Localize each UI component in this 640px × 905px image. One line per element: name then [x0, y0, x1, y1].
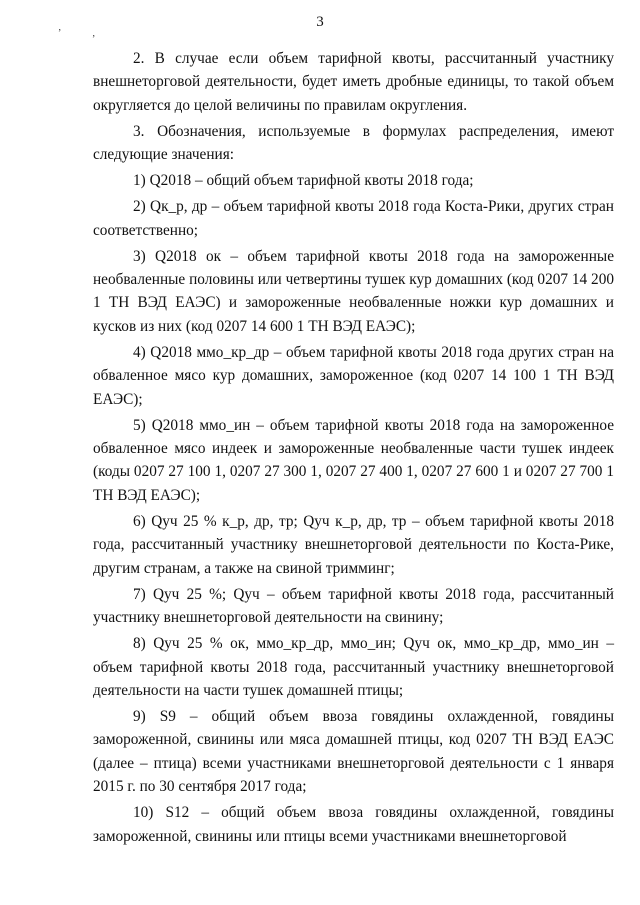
- definition-item-4: 4) Q2018 ммо_кр_др – объем тарифной квоты 2018 года других стран на обваленное мясо кур домашних, замороженное (код 0207 14 100 1 ТН ВЭД ЕАЭС);: [93, 343, 614, 408]
- scan-mark: ‚: [92, 28, 96, 39]
- definition-item-8: 8) Qуч 25 % ок, ммо_кр_др, ммо_ин; Qуч ок, ммо_кр_др, ммо_ин – объем тарифной квоты 2018 года, рассчитанный участнику внешнеторговой деятельности на части тушек домашней птицы;: [93, 635, 614, 699]
- page-number: 3: [316, 14, 324, 30]
- paragraph-rounding-rule: 2. В случае если объем тарифной квоты, рассчитанный участнику внешнеторговой деятельности, будет иметь дробные единицы, то такой объем округляется до целой величины по правилам округления.: [93, 50, 614, 114]
- paragraph-definitions-intro: 3. Обозначения, используемые в формулах распределения, имеют следующие значения:: [93, 122, 614, 164]
- definition-item-5: 5) Q2018 ммо_ин – объем тарифной квоты 2018 года на замороженное обваленное мясо индеек и замороженные необваленные части тушек индеек (коды 0207 27 100 1, 0207 27 300 1, 0207 27 400 1, 0207 27 600 1 и 0207 27 700 1 ТН ВЭД ЕАЭС);: [93, 416, 614, 504]
- definition-item-7: 7) Qуч 25 %; Qуч – объем тарифной квоты 2018 года, рассчитанный участнику внешнеторговой деятельности на свинину;: [93, 585, 614, 627]
- definition-item-3: 3) Q2018 ок – объем тарифной квоты 2018 года на замороженные необваленные половины или четвертины тушек кур домашних (код 0207 14 200 1 ТН ВЭД ЕАЭС) и замороженные необваленные ножки кур домашних и кусков из них (код 0207 14 600 1 ТН ВЭД ЕАЭС);: [93, 247, 614, 335]
- definition-item-10: 10) S12 – общий объем ввоза говядины охлажденной, говядины замороженной, свинины или птицы всеми участниками внешнеторговой: [93, 804, 614, 845]
- definition-item-2: 2) Qк_р, др – объем тарифной квоты 2018 года Коста-Рики, других стран соответственно;: [93, 198, 614, 239]
- definition-item-1: 1) Q2018 – общий объем тарифной квоты 2018 года;: [133, 172, 474, 190]
- definition-item-6: 6) Qуч 25 % к_р, др, тр; Qуч к_р, др, тр – объем тарифной квоты 2018 года, рассчитанный участнику внешнеторговой деятельности по Коста-Рике, другим странам, а также на свиной тримминг;: [93, 512, 614, 577]
- definition-item-9: 9) S9 – общий объем ввоза говядины охлажденной, говядины замороженной, свинины или мяса домашней птицы, код 0207 ТН ВЭД ЕАЭС (далее – птица) всеми участниками внешнеторговой деятельности с 1 января 2015 г. по 30 сентября 2017 года;: [93, 707, 614, 796]
- document-body: [93, 47, 614, 851]
- scan-mark: ’: [58, 28, 62, 39]
